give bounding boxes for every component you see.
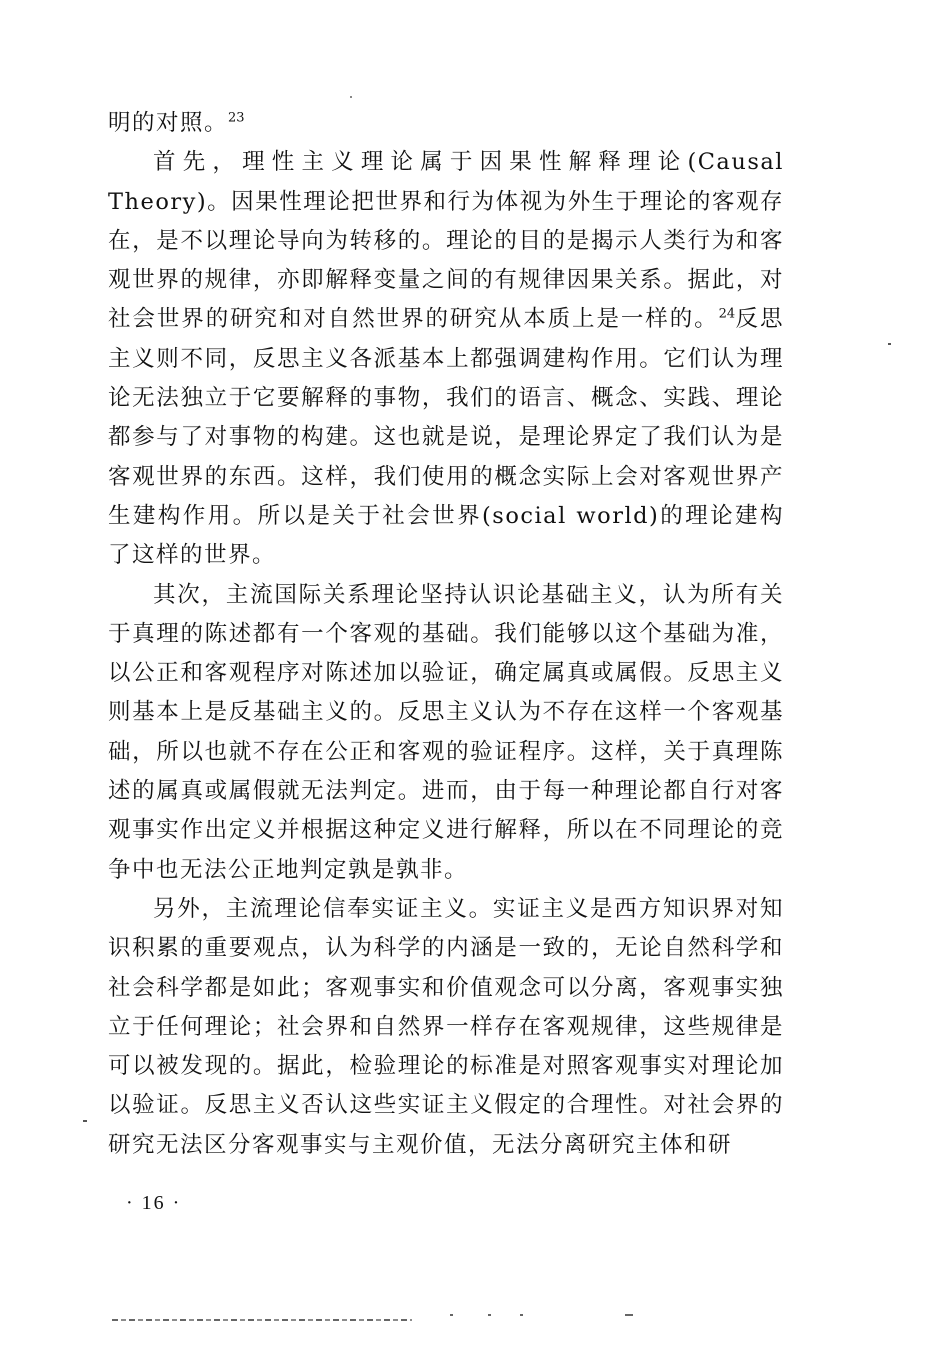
page-number: · 16 · — [126, 1192, 182, 1214]
paragraph-causal-theory: 首先，理性主义理论属于因果性解释理论(Causal Theory)。因果性理论把世界和行为体视为外生于理论的客观存在，是不以理论导向为转移的。理论的目的是揭示人类行为和客观世界的规律，亦即解释变量之间的有规律因果关系。据此，对社会世界的研究和对自然世界的研究从本质上是一样的。$^{24}$反思主义则不同，反思主义各派基本上都强调建构作用。它们认为理论无法独立于它要解释的事物，我们的语言、概念、实践、理论都参与了对事物的构建。这也就是说，是理论界定了我们认为是客观世界的东西。这样，我们使用的概念实际上会对客观世界产生建构作用。所以是关于社会世界(social world)的理论建构了这样的世界。 — [108, 149, 784, 569]
scan-speck — [888, 343, 891, 345]
footnote-marker: 23 — [228, 110, 245, 126]
body-text — [108, 104, 784, 1165]
scan-speck — [625, 1314, 633, 1316]
paragraph-positivism: 另外，主流理论信奉实证主义。实证主义是西方知识界对知识积累的重要观点，认为科学的内涵是一致的，无论自然科学和社会科学都是如此；客观事实和价值观念可以分离，客观事实独立于任何理论；社会界和自然界一样存在客观规律，这些规律是可以被发现的。据此，检验理论的标准是对照客观事实对理论加以验证。反思主义否认这些实证主义假定的合理性。对社会界的研究无法区分客观事实与主观价值，无法分离研究主体和研 — [108, 895, 784, 1158]
scan-speck — [83, 1120, 87, 1122]
scan-speck — [450, 1314, 453, 1316]
scan-speck — [350, 96, 352, 98]
footnote-marker: 24 — [718, 306, 736, 322]
scan-speck — [520, 1314, 523, 1316]
paragraph-continuation: 明的对照。$^{23}$ — [108, 110, 245, 136]
scan-artifact-line — [112, 1319, 412, 1321]
paragraph-foundationalism: 其次，主流国际关系理论坚持认识论基础主义，认为所有关于真理的陈述都有一个客观的基础。我们能够以这个基础为准，以公正和客观程序对陈述加以验证，确定属真或属假。反思主义则基本上是反基础主义的。反思主义认为不存在这样一个客观基础，所以也就不存在公正和客观的验证程序。这样，关于真理陈述的属真或属假就无法判定。进而，由于每一种理论都自行对客观事实作出定义并根据这种定义进行解释，所以在不同理论的竞争中也无法公正地判定孰是孰非。 — [108, 581, 784, 883]
scan-speck — [488, 1314, 491, 1316]
